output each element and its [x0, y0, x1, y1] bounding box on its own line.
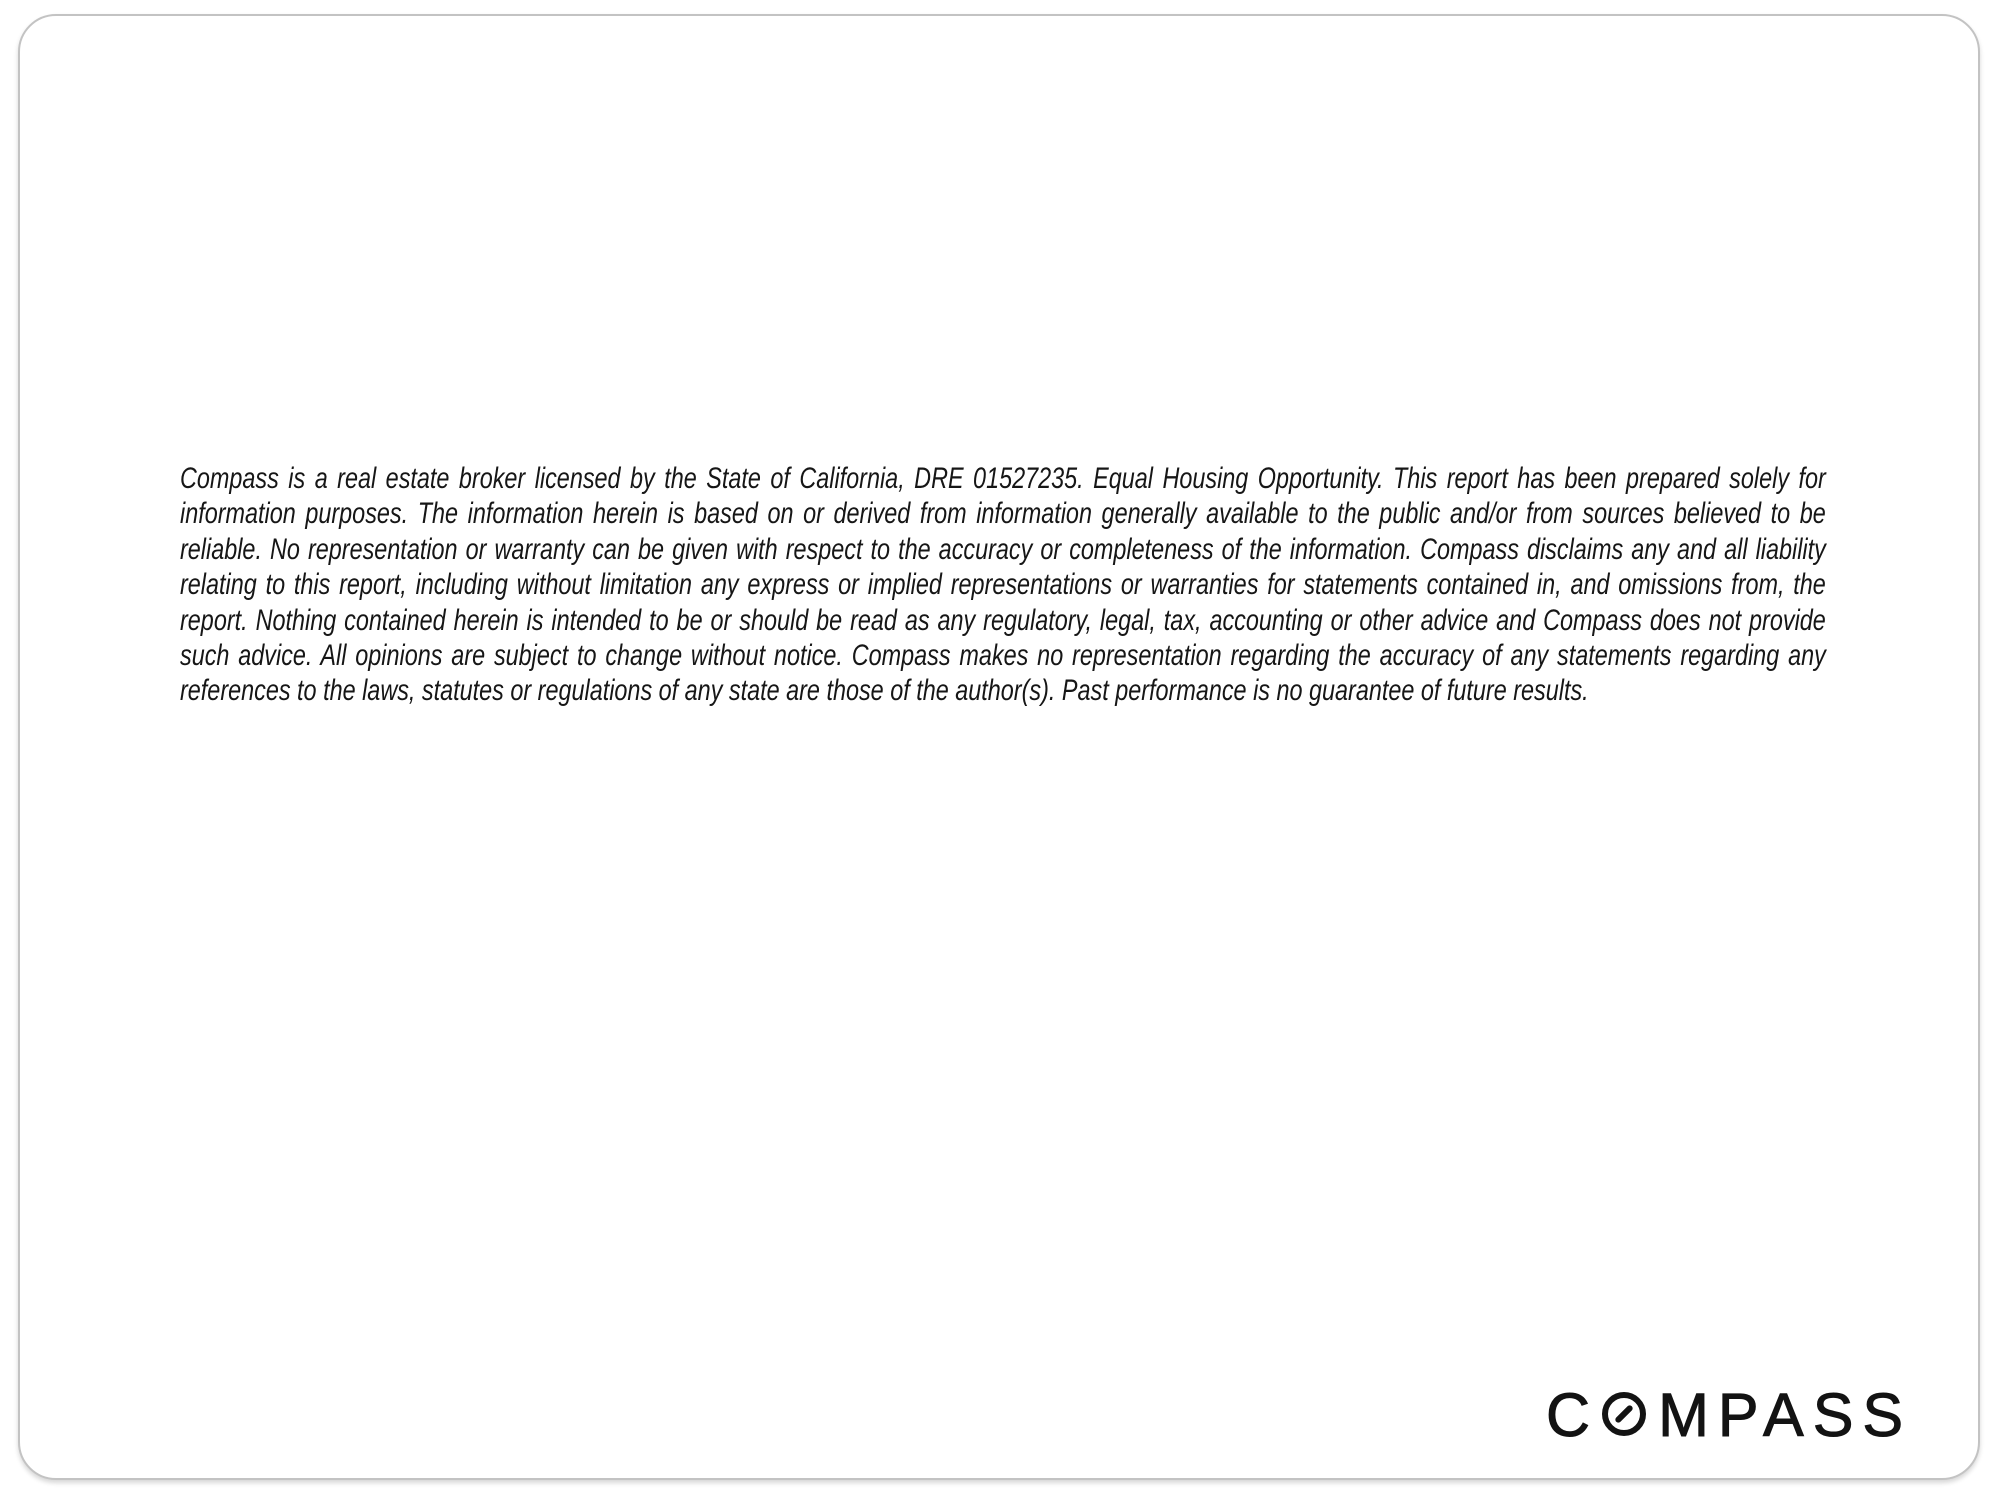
logo-letters-mpass: MPASS	[1658, 1381, 1913, 1449]
compass-logo	[1546, 1381, 1913, 1449]
compass-needle-icon	[1614, 1404, 1634, 1424]
disclaimer-text: Compass is a real estate broker licensed by the State of California, DRE 01527235. Equal Housing Opportunity. This report has been prepared solely for information purposes. The information herein is based on or derived from information generally available to the public and/or from sources believed to be reliable. No representation or warranty can be given with respect to the accuracy or completeness of the information. Compass disclaims any and all liability relating to this report, including without limitation any express or implied representations or warranties for statements contained in, and omissions from, the report. Nothing contained herein is intended to be or should be read as any regulatory, legal, tax, accounting or other advice and Compass does not provide such advice. All opinions are subject to change without notice. Compass makes no representation regarding the accuracy of any statements regarding any references to the laws, statutes or regulations of any state are those of the author(s). Past performance is no guarantee of future results.	[180, 462, 1826, 708]
compass-o-icon	[1602, 1392, 1646, 1436]
logo-letter-c: C	[1546, 1381, 1600, 1449]
slide-frame	[18, 14, 1980, 1480]
